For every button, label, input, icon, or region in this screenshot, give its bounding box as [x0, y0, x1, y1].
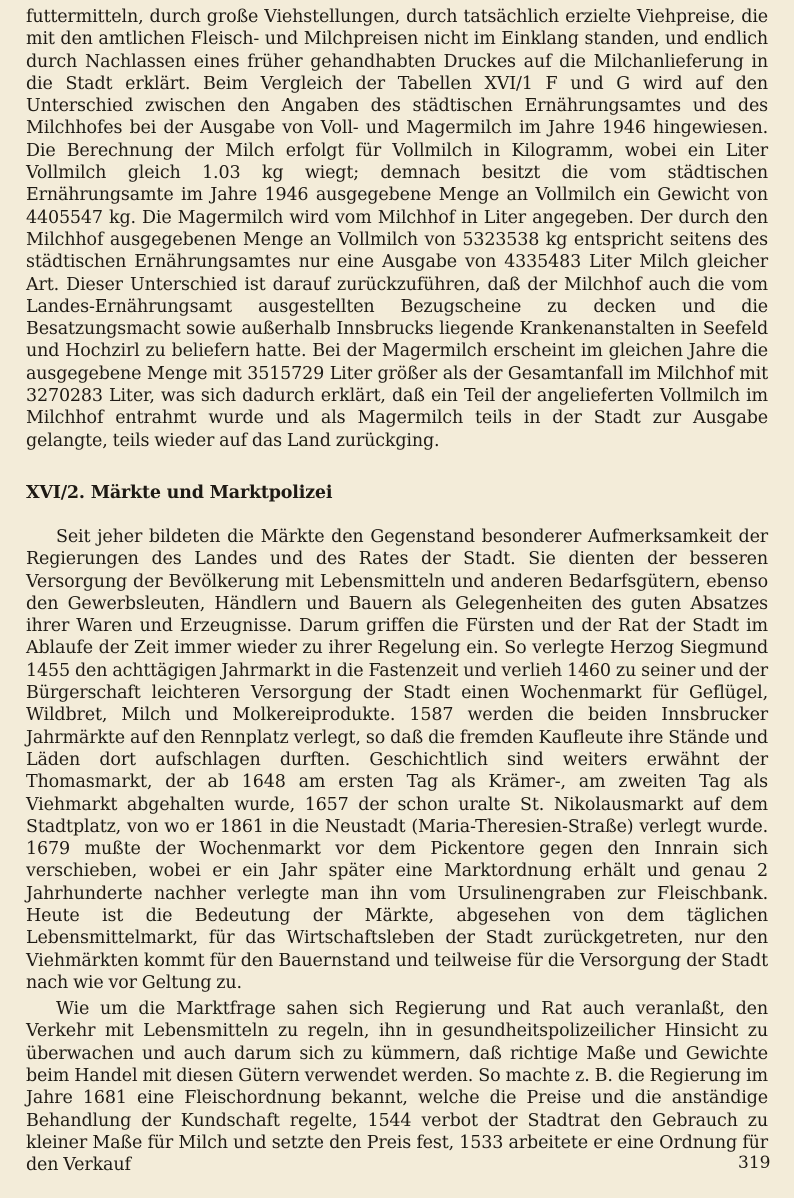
- paragraph-markets-history: Seit jeher bildeten die Märkte den Gegenstand besonderer Aufmerksamkeit der Regierungen des Landes und des Rates der Stadt. Sie dienten der besseren Versorgung der Bevölkerung mit Lebensmitteln und anderen Bedarfsgütern, ebenso den Gewerbsleuten, Händlern und Bauern als Gelegenheiten des guten Absatzes ihrer Waren und Erzeugnisse. Darum griffen die Fürsten und der Rat der Stadt im Ablaufe der Zeit immer wieder zu ihrer Regelung ein. So verlegte Herzog Siegmund 1455 den achttägigen Jahrmarkt in die Fastenzeit und verlieh 1460 zu seiner und der Bürgerschaft leichteren Versorgung der Stadt einen Wochenmarkt für Geflügel, Wildbret, Milch und Molkereiprodukte. 1587 werden die beiden Innsbrucker Jahrmärkte auf den Rennplatz verlegt, so daß die fremden Kaufleute ihre Stände und Läden dort aufschlagen durften. Geschichtlich sind weiters erwähnt der Thomasmarkt, der ab 1648 am ersten Tag als Krämer-, am zweiten Tag als Viehmarkt abgehalten wurde, 1657 der schon uralte St. Nikolausmarkt auf dem Stadtplatz, von wo er 1861 in die Neustadt (Maria-Theresien-Straße) verlegt wurde. 1679 mußte der Wochenmarkt vor dem Pickentore gegen den Innrain sich verschieben, wobei er ein Jahr später eine Marktordnung erhält und genau 2 Jahrhunderte nachher verlegte man ihn vom Ursulinengraben zur Fleischbank. Heute ist die Bedeutung der Märkte, abgesehen von dem täglichen Lebensmittelmarkt, für das Wirtschaftsleben der Stadt zurückgetreten, nur den Viehmärkten kommt für den Bauernstand und teilweise für die Versorgung der Stadt nach wie vor Geltung zu.: [26, 526, 768, 993]
- page-number: 319: [738, 1153, 771, 1173]
- paragraph-food-regulation: Wie um die Marktfrage sahen sich Regierung und Rat auch veranlaßt, den Verkehr mit Lebensmitteln zu regeln, ihn in gesundheitspolizeilicher Hinsicht zu überwachen und auch darum sich zu kümmern, daß richtige Maße und Gewichte beim Handel mit diesen Gütern verwendet werden. So machte z. B. die Regierung im Jahre 1681 eine Fleischordnung bekannt, welche die Preise und die anständige Behandlung der Kundschaft regelte, 1544 verbot der Stadtrat den Gebrauch zu kleiner Maße für Milch und setzte den Preis fest, 1533 arbeitete er eine Ordnung für den Verkauf: [26, 999, 768, 1176]
- page-body: [26, 6, 771, 1177]
- paragraph-continuation: futtermitteln, durch große Viehstellungen, durch tatsächlich erzielte Viehpreise, die mit den amtlichen Fleisch- und Milchpreisen nicht im Einklang standen, und endlich durch Nachlassen eines früher gehandhabten Druckes auf die Milchanlieferung in die Stadt erklärt. Beim Vergleich der Tabellen XVI/1 F und G wird auf den Unterschied zwischen den Angaben des städtischen Ernährungsamtes und des Milchhofes bei der Ausgabe von Voll- und Magermilch im Jahre 1946 hingewiesen. Die Berechnung der Milch erfolgt für Vollmilch in Kilogramm, wobei ein Liter Vollmilch gleich 1.03 kg wiegt; demnach besitzt die vom städtischen Ernährungsamte im Jahre 1946 ausgegebene Menge an Vollmilch ein Gewicht von 4405547 kg. Die Magermilch wird vom Milchhof in Liter angegeben. Der durch den Milchhof ausgegebenen Menge an Vollmilch von 5323538 kg entspricht seitens des städtischen Ernährungsamtes nur eine Ausgabe von 4335483 Liter Milch gleicher Art. Dieser Unterschied ist darauf zurückzuführen, daß der Milchhof auch die vom Landes-Ernährungsamt ausgestellten Bezugscheine zu decken und die Besatzungsmacht sowie außerhalb Innsbrucks liegende Krankenanstalten in Seefeld und Hochzirl zu beliefern hatte. Bei der Magermilch erscheint im gleichen Jahre die ausgegebene Menge mit 3515729 Liter größer als der Gesamtanfall im Milchhof mit 3270283 Liter, was sich dadurch erklärt, daß ein Teil der angelieferten Vollmilch im Milchhof entrahmt wurde und als Magermilch teils in der Stadt zur Ausgabe gelangte, teils wieder auf das Land zurückging.: [26, 7, 768, 451]
- section-heading: XVI/2. Märkte und Marktpolizei: [26, 482, 333, 503]
